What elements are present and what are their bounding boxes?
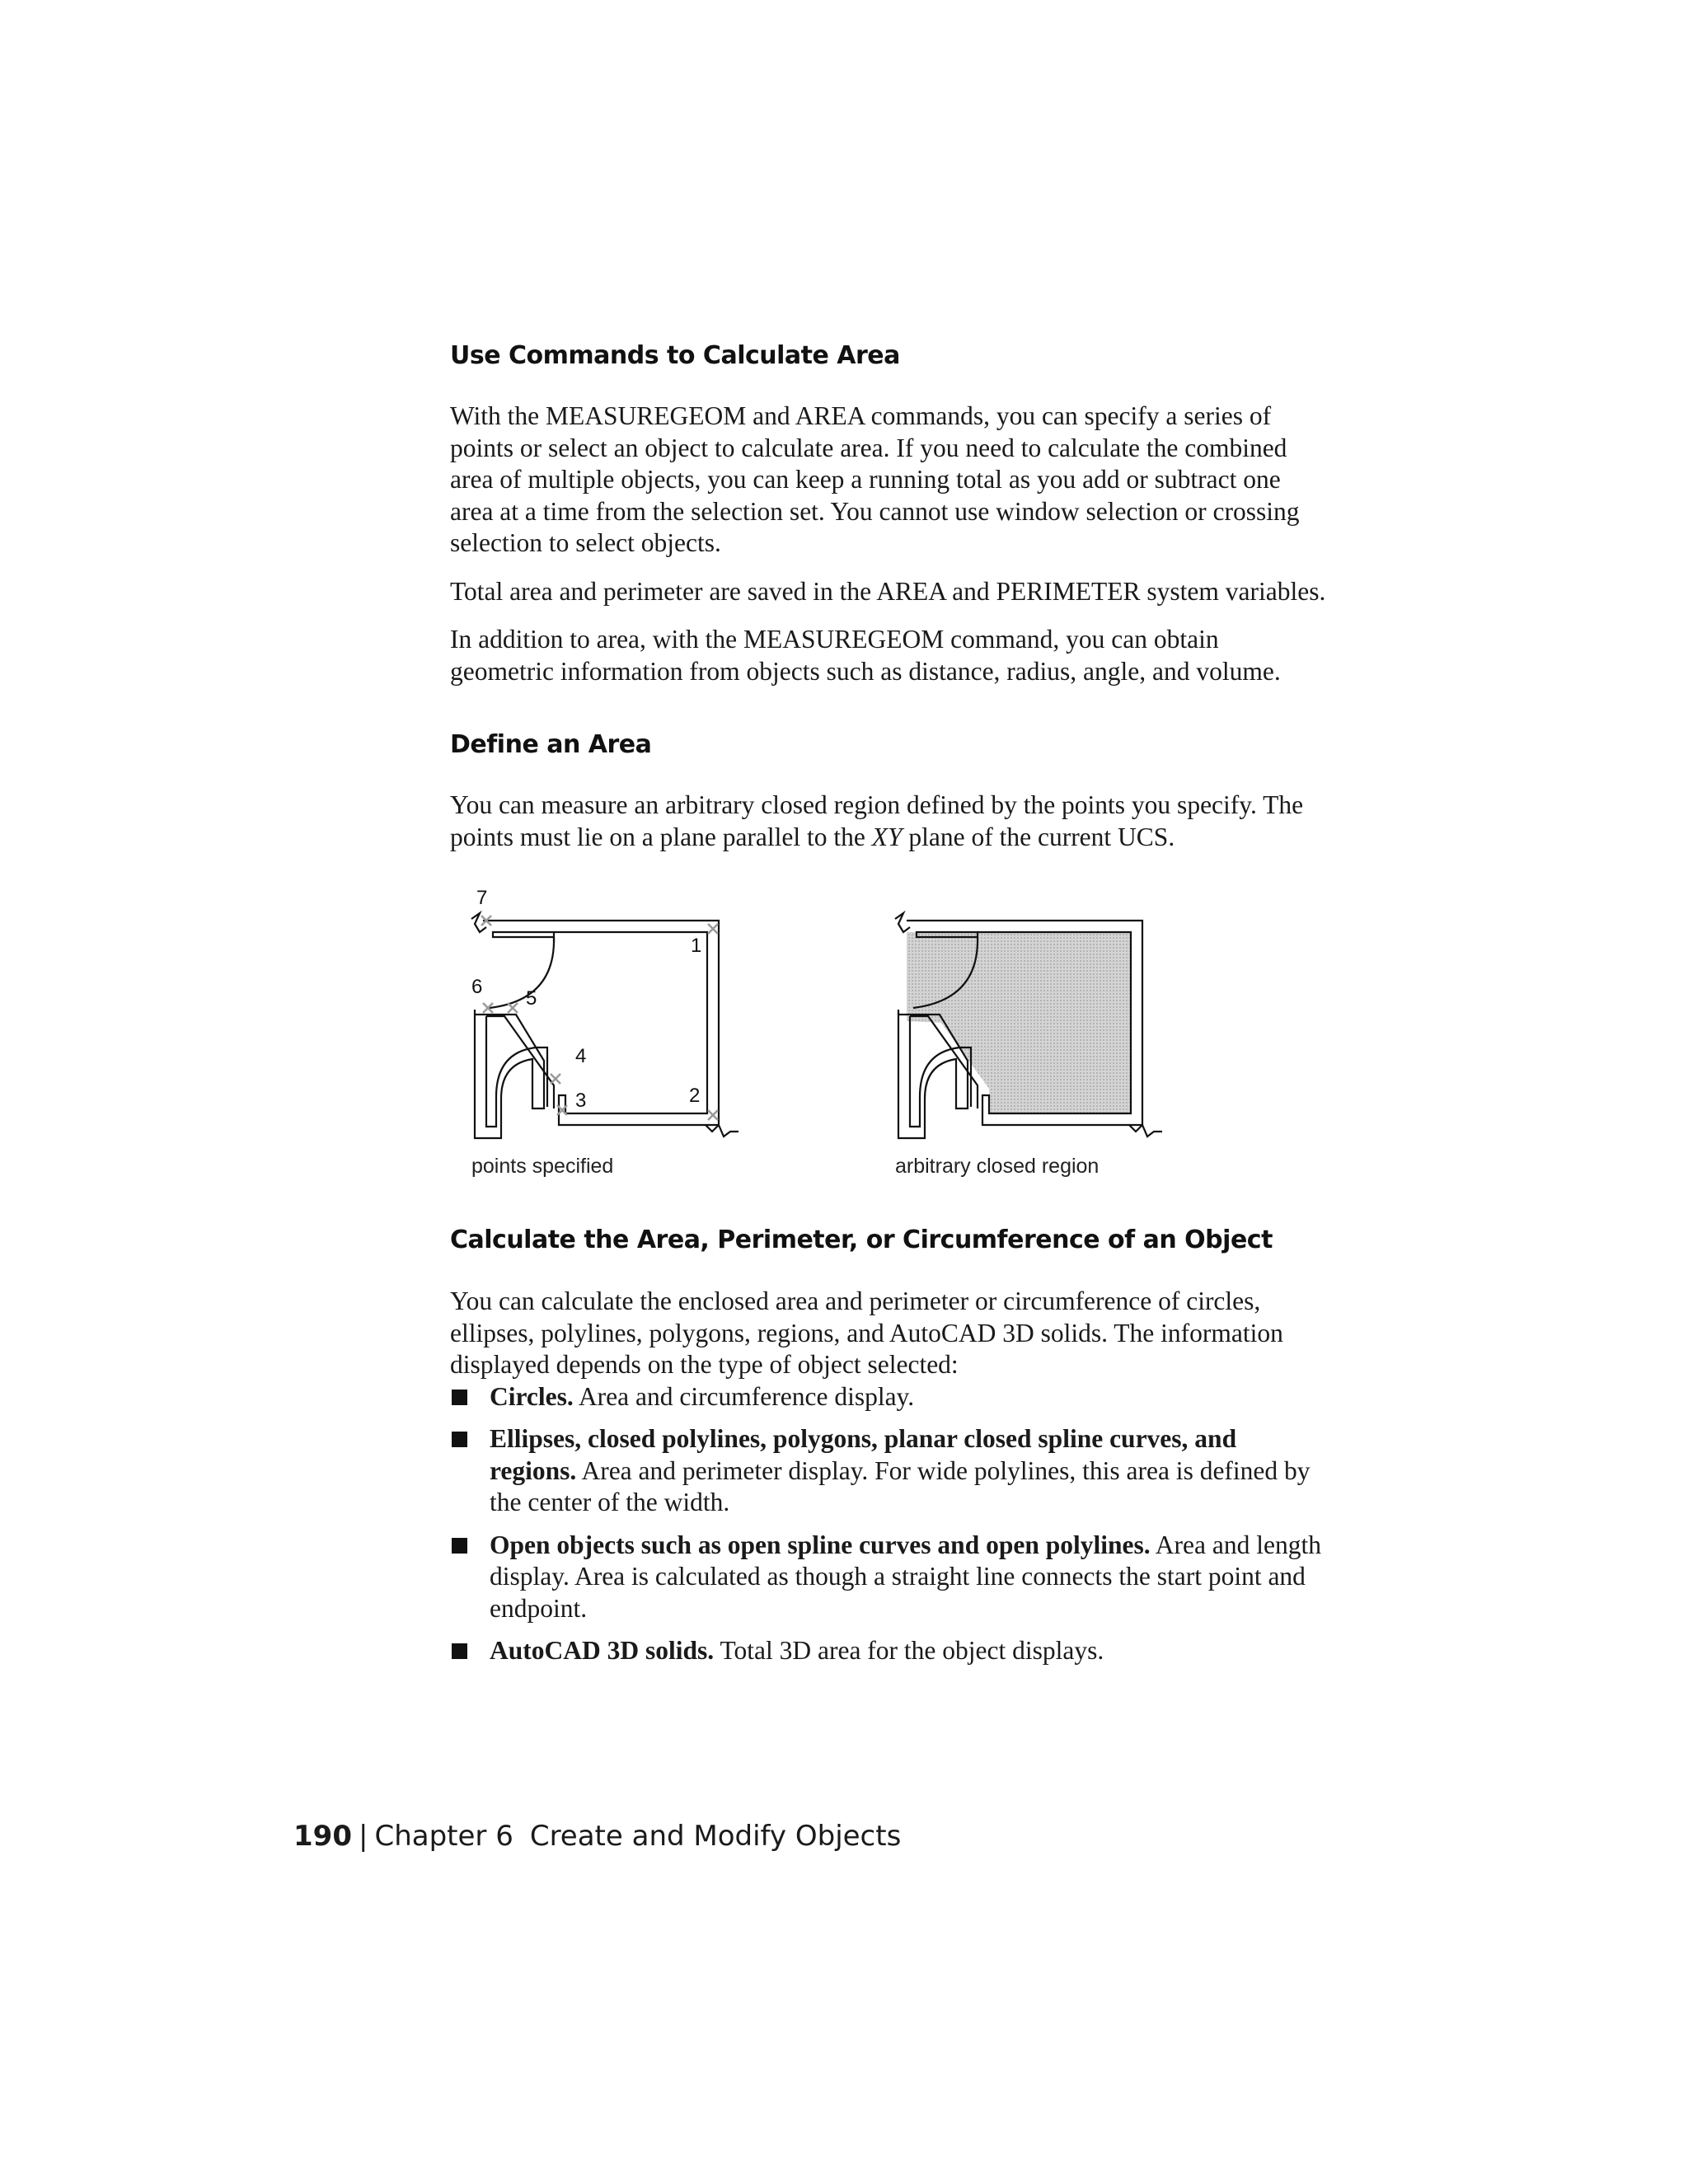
page-footer <box>293 1820 901 1853</box>
list-item-term: Open objects such as open spline curves and open polylines. <box>490 1530 1151 1559</box>
page-number: 190 <box>293 1820 352 1853</box>
bullet-icon <box>452 1643 467 1659</box>
bullet-icon <box>452 1538 467 1554</box>
caption-points-specified: points specified <box>471 1155 614 1178</box>
shaded-region <box>907 932 1131 1113</box>
paragraph-enclosed-area: You can calculate the enclosed area and perimeter or circumference of circles, ellipses, polylines, polygons, regions, and AutoCAD 3D solids. The information displayed depends on the type of object selected: <box>450 1286 1283 1379</box>
list-item-term: Circles. <box>490 1381 574 1411</box>
paragraph-text-xy: XY <box>871 822 903 851</box>
footer-separator: | <box>358 1820 368 1853</box>
list-item-term: AutoCAD 3D solids. <box>490 1636 715 1665</box>
bullet-icon <box>452 1390 467 1405</box>
paragraph-geometric-info: In addition to area, with the MEASUREGEOM command, you can obtain geometric information from objects such as distance, radius, angle, and volume. <box>450 625 1281 686</box>
footer-chapter-title: Create and Modify Objects <box>529 1820 902 1853</box>
page-content <box>450 330 1327 1667</box>
list-item-text: Area and circumference display. <box>573 1381 915 1411</box>
floor-plan-right <box>895 913 1162 1138</box>
point-label-5: 5 <box>526 987 537 1010</box>
point-label-1: 1 <box>691 935 702 957</box>
list-item-term: Ellipses, closed polylines, polygons, planar closed spline curves, and regions. <box>490 1424 1237 1485</box>
object-type-list <box>450 1381 1327 1667</box>
figure-drawing <box>450 884 1327 1156</box>
caption-arbitrary-region: arbitrary closed region <box>895 1155 1100 1178</box>
heading-calculate-area: Calculate the Area, Perimeter, or Circumference of an Object <box>450 1226 1273 1254</box>
list-item <box>450 1423 1327 1519</box>
paragraph-measuregeom: With the MEASUREGEOM and AREA commands, you can specify a series of points or select an object to calculate area. If you need to calculate the combined area of multiple objects, you can keep a running total as you add or subtract one area at a time from the selection set. You cannot use window selection or crossing selection to select objects. <box>450 401 1300 557</box>
point-label-2: 2 <box>689 1085 701 1107</box>
heading-define-area: Define an Area <box>450 730 652 759</box>
bullet-icon <box>452 1432 467 1447</box>
list-item <box>450 1381 1327 1413</box>
point-label-7: 7 <box>476 887 488 909</box>
area-figure <box>450 884 1327 1181</box>
point-markers <box>481 916 718 1120</box>
paragraph-text-end: plane of the current UCS. <box>902 822 1175 851</box>
paragraph-text-start: You can measure an arbitrary closed region defined by the points you specify. The points must lie on a plane parallel to the <box>450 790 1304 851</box>
list-item-text: Area and perimeter display. For wide polylines, this area is defined by the center of the width. <box>490 1455 1311 1516</box>
list-item-text: Area and length display. Area is calculated as though a straight line connects the start point and endpoint. <box>490 1530 1321 1623</box>
list-item <box>450 1530 1327 1625</box>
paragraph-arbitrary-region <box>450 790 1327 853</box>
point-label-6: 6 <box>471 976 483 998</box>
footer-chapter: Chapter 6 <box>374 1820 513 1853</box>
point-label-3: 3 <box>575 1090 587 1112</box>
list-item <box>450 1635 1327 1667</box>
paragraph-system-variables: Total area and perimeter are saved in the AREA and PERIMETER system variables. <box>450 576 1326 606</box>
point-label-4: 4 <box>575 1045 587 1067</box>
heading-use-commands: Use Commands to Calculate Area <box>450 341 900 370</box>
list-item-text: Total 3D area for the object displays. <box>714 1636 1104 1665</box>
